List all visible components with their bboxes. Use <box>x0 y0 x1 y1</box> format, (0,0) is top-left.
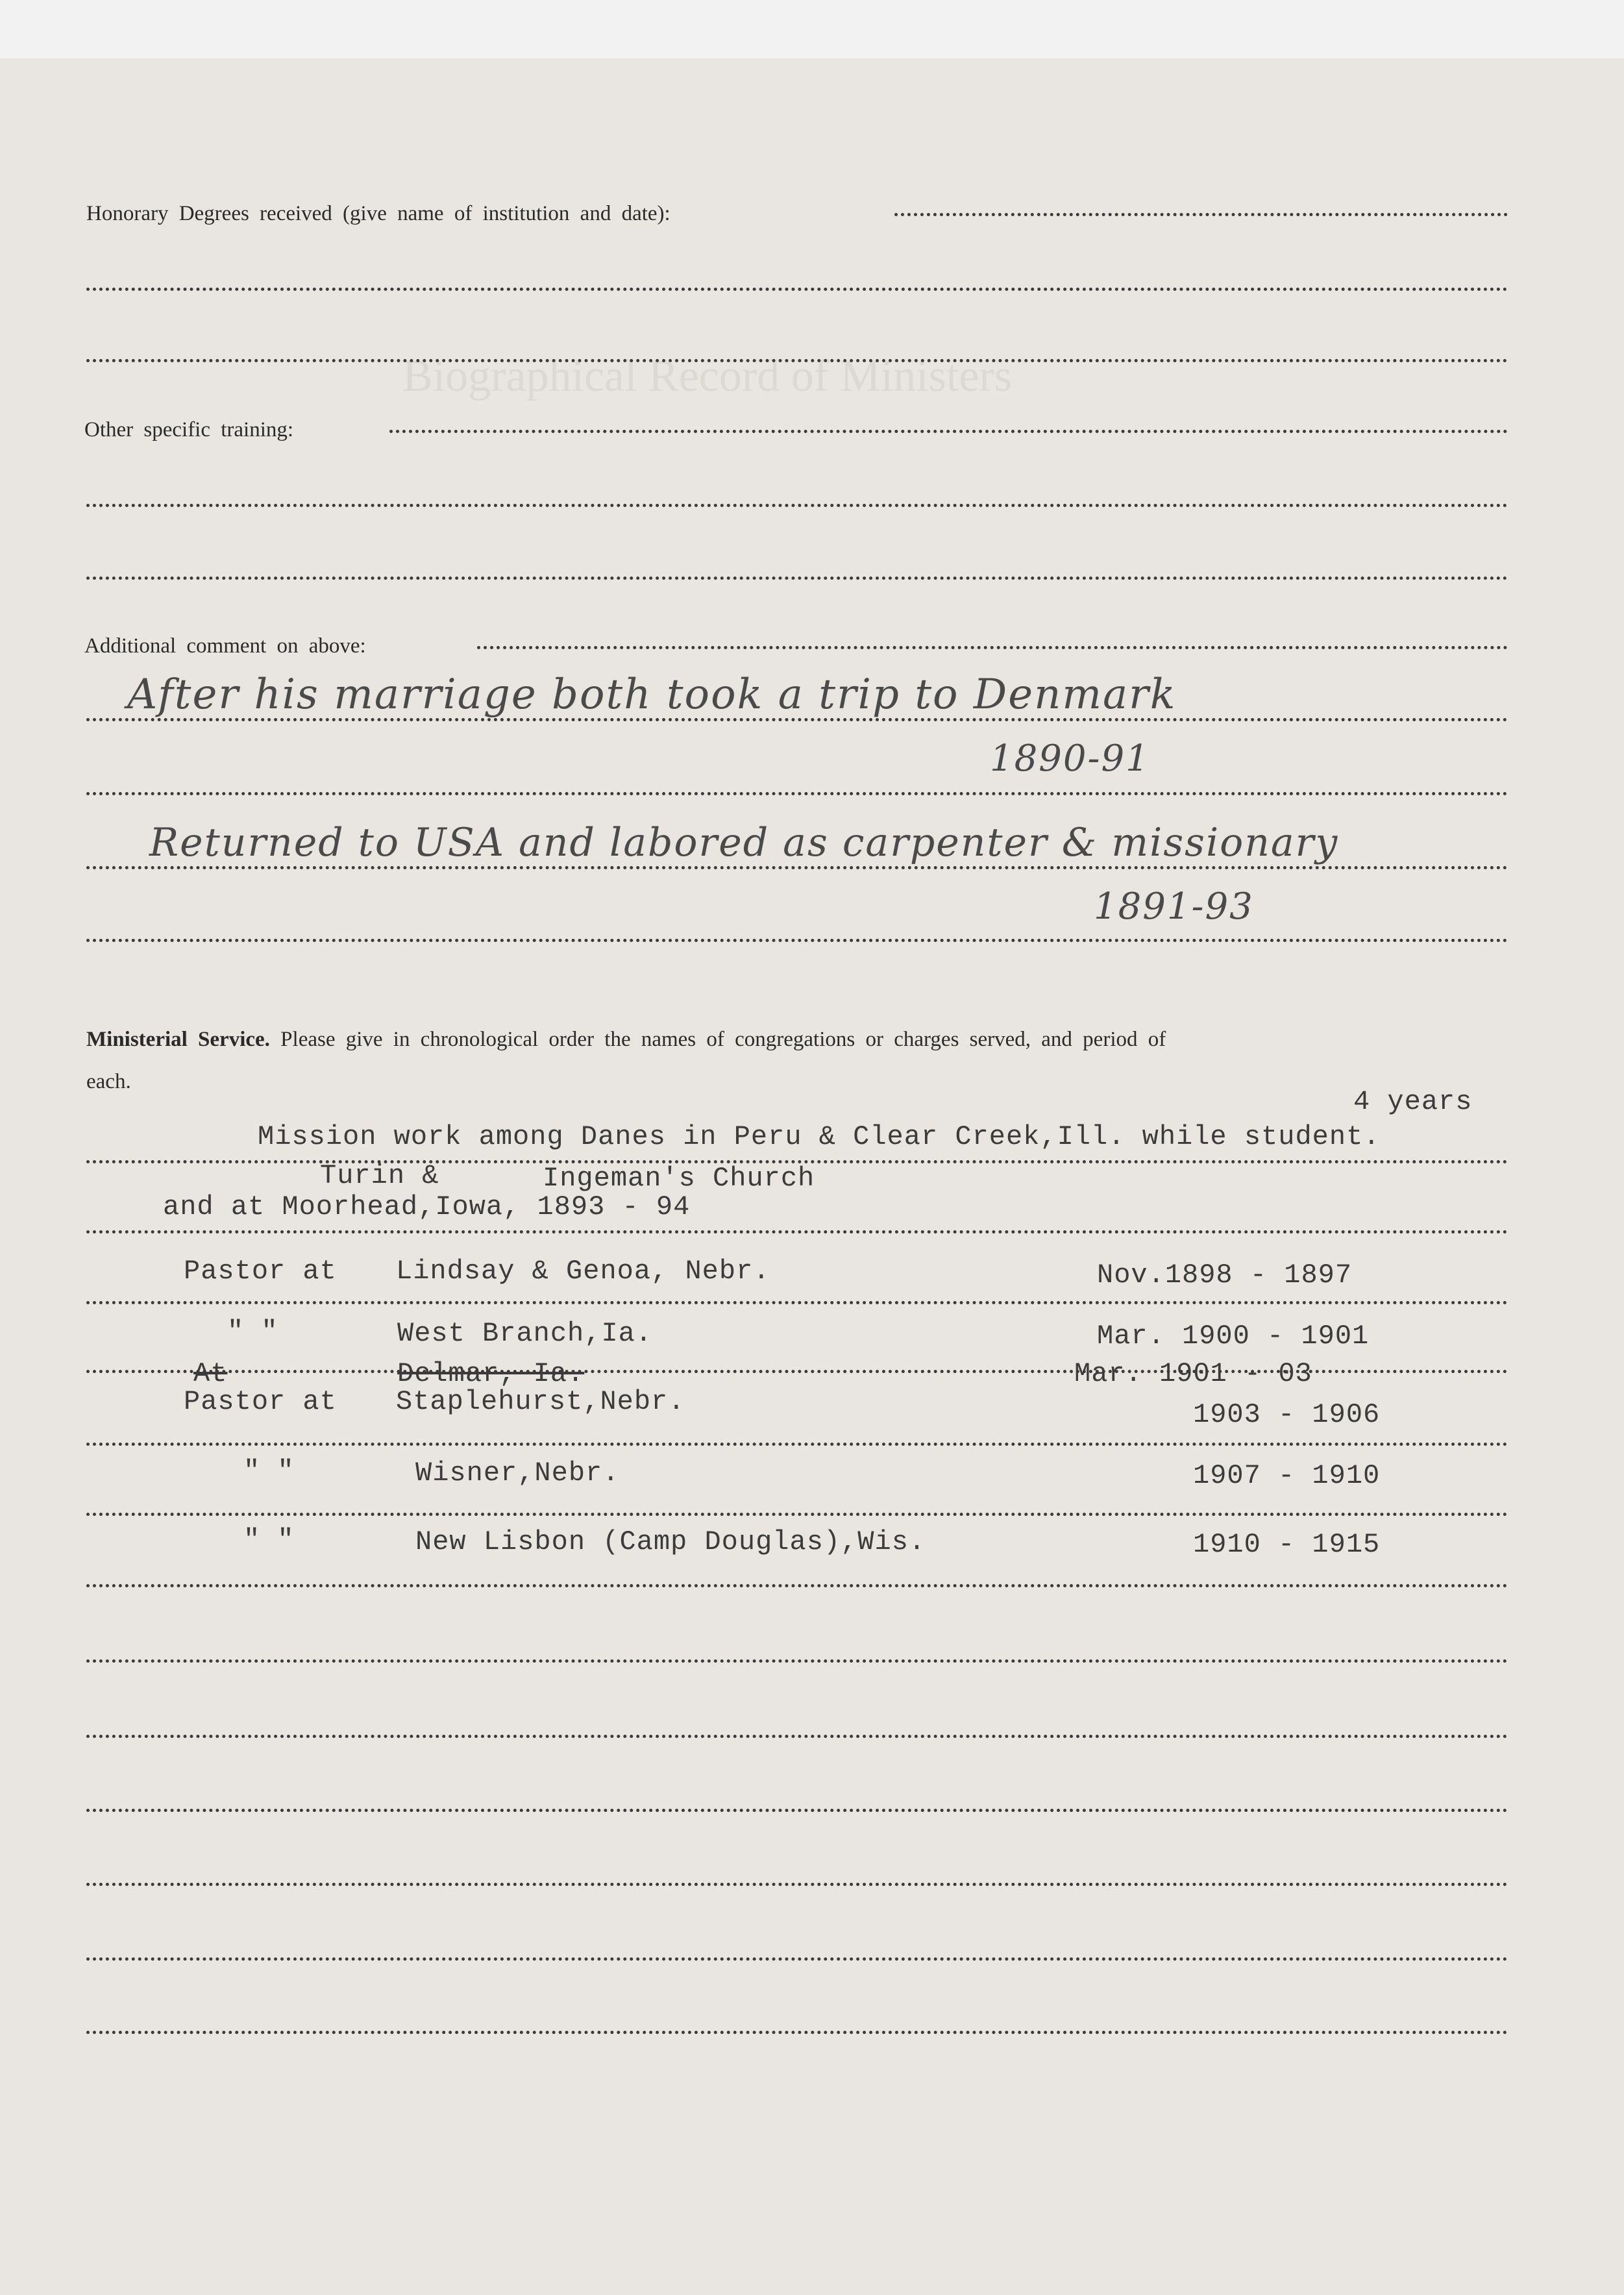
service-line-13[interactable] <box>86 2031 1508 2034</box>
service-row-prefix: " " <box>243 1456 295 1487</box>
service-row-place: Wisner,Nebr. <box>415 1458 620 1489</box>
service-line-3[interactable] <box>86 1301 1508 1304</box>
service-line-9[interactable] <box>86 1735 1508 1738</box>
service-row-prefix: Pastor at <box>184 1386 337 1417</box>
service-row-period: Nov.1898 - 1897 <box>1097 1259 1353 1291</box>
other-training-label: Other specific training: <box>84 418 294 441</box>
ministerial-service-instructions: Please give in chronological order the names of congregations or charges served, and period of <box>280 1028 1166 1051</box>
years-note: 4 years <box>1353 1086 1473 1117</box>
service-line-11[interactable] <box>86 1883 1508 1886</box>
moorhead-entry: and at Moorhead,Iowa, 1893 - 94 <box>163 1191 691 1222</box>
comment-line-3[interactable] <box>86 792 1508 795</box>
handwritten-comment-2: Returned to USA and labored as carpenter & missionary <box>149 820 1339 865</box>
honorary-line-2[interactable] <box>86 288 1508 291</box>
service-row-place: Staplehurst,Nebr. <box>396 1386 685 1417</box>
honorary-line-1[interactable] <box>894 213 1508 216</box>
service-row-prefix: Pastor at <box>184 1256 337 1287</box>
training-line-1[interactable] <box>389 430 1508 433</box>
service-row-place: West Branch,Ia. <box>397 1318 653 1349</box>
service-line-2[interactable] <box>86 1230 1508 1234</box>
honorary-degrees-label: Honorary Degrees received (give name of institution and date): <box>86 202 671 225</box>
honorary-line-3[interactable] <box>86 359 1508 362</box>
service-line-6[interactable] <box>86 1513 1508 1516</box>
service-line-5[interactable] <box>86 1443 1508 1446</box>
service-row-period: 1910 - 1915 <box>1193 1529 1381 1560</box>
page-top-edge <box>0 0 1624 60</box>
service-line-8[interactable] <box>86 1659 1508 1663</box>
service-row-place: Delmar, Ia. <box>397 1358 585 1389</box>
service-line-12[interactable] <box>86 1957 1508 1961</box>
service-row-place: New Lisbon (Camp Douglas),Wis. <box>415 1526 926 1557</box>
service-row-prefix: " " <box>243 1524 295 1556</box>
handwritten-year-1: 1890-91 <box>990 738 1150 780</box>
comment-line-1[interactable] <box>477 646 1508 649</box>
service-line-7[interactable] <box>86 1584 1508 1587</box>
bleed-through-title: Biographical Record of Ministers <box>402 351 1012 401</box>
service-row-period: 1907 - 1910 <box>1193 1460 1381 1491</box>
service-row-period: 1903 - 1906 <box>1193 1399 1381 1430</box>
comment-line-2[interactable] <box>86 718 1508 721</box>
training-line-2[interactable] <box>86 504 1508 507</box>
turin-entry: Turin & <box>320 1160 439 1191</box>
ministerial-service-label <box>86 1028 1166 1052</box>
handwritten-year-2: 1891-93 <box>1094 886 1254 928</box>
service-row-prefix: " " <box>227 1316 278 1347</box>
mission-entry: Mission work among Danes in Peru & Clear Creek,Ill. while student. <box>258 1121 1381 1152</box>
service-row-place: Lindsay & Genoa, Nebr. <box>396 1256 770 1287</box>
service-row-prefix: At <box>193 1358 228 1389</box>
comment-line-4[interactable] <box>86 866 1508 869</box>
comment-line-5[interactable] <box>86 939 1508 942</box>
ministerial-service-label-cont: each. <box>86 1070 131 1093</box>
ministerial-service-heading: Ministerial Service. <box>86 1028 270 1051</box>
training-line-3[interactable] <box>86 577 1508 580</box>
service-line-10[interactable] <box>86 1809 1508 1812</box>
service-row-period: Mar. 1901 - 03 <box>1074 1358 1312 1389</box>
handwritten-comment-1: After his marriage both took a trip to Denmark <box>127 671 1177 719</box>
service-row-period: Mar. 1900 - 1901 <box>1097 1321 1370 1352</box>
additional-comment-label: Additional comment on above: <box>84 634 366 658</box>
ingeman-entry: Ingeman's Church <box>543 1163 815 1194</box>
